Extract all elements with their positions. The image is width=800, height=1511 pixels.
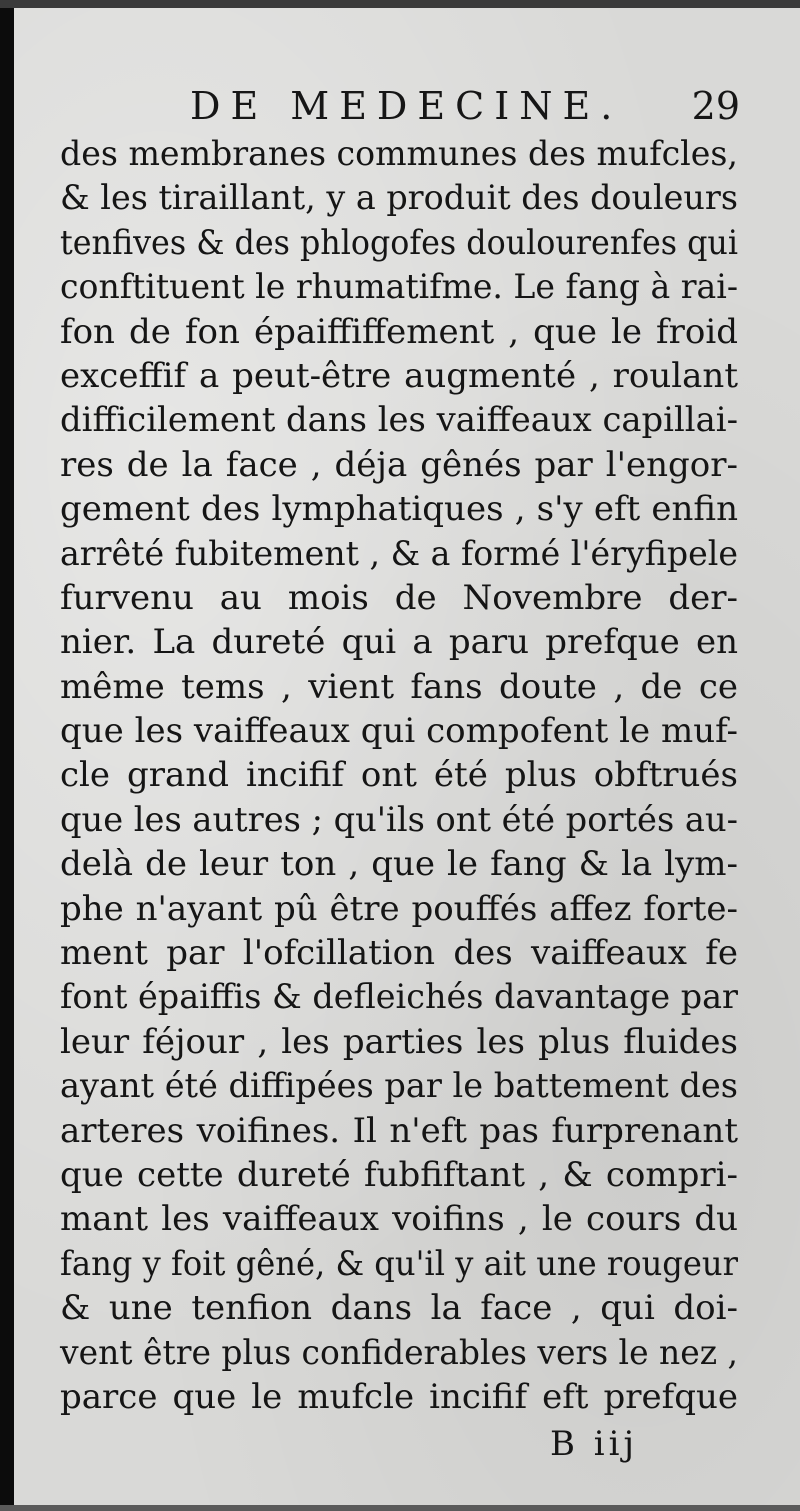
text-line: font épaiffis & defleichés davantage par bbox=[60, 977, 738, 1018]
page-top-edge bbox=[0, 0, 800, 8]
running-title: DE MEDECINE. bbox=[190, 84, 623, 128]
text-line: difficilement dans les vaiffeaux capillai- bbox=[60, 400, 738, 441]
text-line: fon de fon épaiffiffement , que le froid bbox=[60, 311, 738, 352]
page-number: 29 bbox=[691, 84, 740, 128]
text-line: arrêté fubitement , & a formé l'éryfipele bbox=[60, 533, 738, 574]
text-line: furvenu au mois de Novembre der- bbox=[60, 577, 738, 618]
text-line: fang y foit gêné, & qu'il y ait une rougeur bbox=[60, 1243, 738, 1284]
text-line: que les autres ; qu'ils ont été portés au- bbox=[60, 799, 738, 840]
text-line: res de la face , déja gênés par l'engor- bbox=[60, 444, 738, 485]
text-line: des membranes communes des mufcles, bbox=[60, 134, 738, 174]
text-line: phe n'ayant pû être pouffés affez forte- bbox=[60, 888, 738, 929]
text-line: tenfives & des phlogofes doulourenfes qui bbox=[60, 222, 738, 263]
text-line: exceffif a peut-être augmenté , roulant bbox=[60, 355, 738, 396]
text-line: & les tiraillant, y a produit des douleurs bbox=[60, 178, 738, 219]
signature-mark: B iij bbox=[550, 1424, 639, 1464]
text-line: gement des lymphatiques , s'y eft enfin bbox=[60, 489, 738, 530]
page-bottom-edge bbox=[0, 1505, 800, 1511]
text-line: parce que le mufcle incifif eft prefque bbox=[60, 1376, 738, 1417]
text-line: ayant été diffipées par le battement des bbox=[60, 1066, 738, 1107]
text-line: même tems , vient fans doute , de ce bbox=[60, 666, 738, 707]
text-line: nier. La dureté qui a paru prefque en bbox=[60, 622, 738, 663]
text-line: vent être plus confiderables vers le nez , bbox=[60, 1332, 738, 1373]
text-line: leur féjour , les parties les plus fluides bbox=[60, 1021, 738, 1062]
text-line: mant les vaiffeaux voifins , le cours du bbox=[60, 1199, 738, 1240]
page-left-edge-shadow bbox=[0, 0, 14, 1511]
text-line: arteres voifines. Il n'eft pas furprenant bbox=[60, 1110, 738, 1151]
text-line: que les vaiffeaux qui compofent le muf- bbox=[60, 711, 738, 752]
text-line: que cette dureté fubfiftant , & compri- bbox=[60, 1154, 738, 1195]
text-line: delà de leur ton , que le fang & la lym- bbox=[60, 844, 738, 885]
text-line: conftituent le rhumatifme. Le fang à rai- bbox=[60, 267, 738, 308]
text-line: ment par l'ofcillation des vaiffeaux fe bbox=[60, 933, 738, 974]
text-line: cle grand incifif ont été plus obftrués bbox=[60, 755, 738, 796]
running-head bbox=[190, 84, 750, 128]
text-line: & une tenfion dans la face , qui doi- bbox=[60, 1288, 738, 1329]
body-text bbox=[60, 132, 738, 1419]
